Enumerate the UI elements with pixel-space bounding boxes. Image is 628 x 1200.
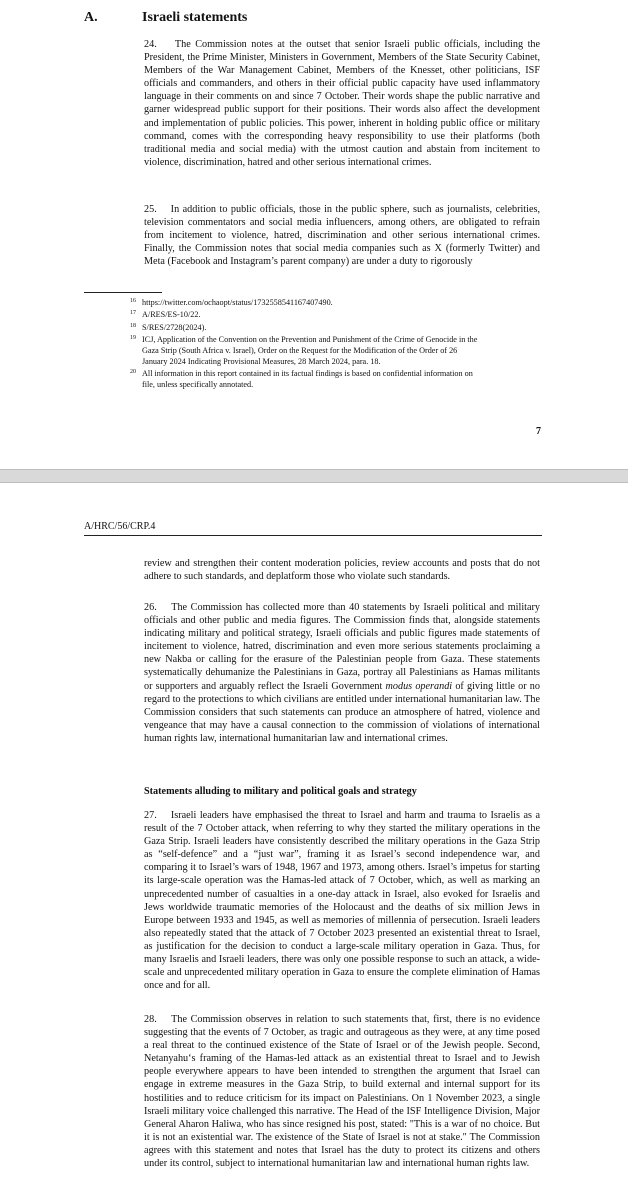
- paragraph-28: [144, 1013, 540, 1170]
- paragraph-27: [144, 809, 540, 992]
- paragraph-text: of giving little or no regard to the protections to which civilians are entitled under international humanitarian law. The Commission considers that such statements can produce an atmosphere of hatred, violence and vengeance that may have a causal connection to the commission of violations of international human rights law, international humanitarian law and international crimes.: [144, 680, 540, 744]
- paragraph-number: 24.: [144, 39, 157, 50]
- paragraph-text: The Commission notes at the outset that senior Israeli public officials, including the President, the Prime Minister, Ministers in Government, Members of the State Security Cabinet, Members of the War Management Cabinet, Members of the Knesset, other politicians, ISF officials and commanders, and others in their official public capacity have used inflammatory language in their comments on and since 7 October. Their words shape the public narrative and garner widespread public support for their positions. Their words also affect the development and implementation of public policies. This power, inherent in holding public office or military command, comes with the corresponding heavy responsibility to use their platforms (both traditional media and social media) with the utmost caution and abstain from incitement to violence, discrimination, hatred and other serious international crimes.: [144, 39, 541, 168]
- footnote-list: [84, 298, 484, 393]
- document-symbol: A/HRC/56/CRP.4: [84, 521, 156, 532]
- paragraph-26: [144, 601, 540, 745]
- footnote-divider: [84, 292, 162, 293]
- paragraph-number: 27.: [144, 810, 157, 821]
- continuation-paragraph: review and strengthen their content moderation policies, review accounts and posts that do not adhere to such standards, and deplatform those who violate such standards.: [144, 558, 540, 583]
- paragraph-number: 28.: [144, 1014, 157, 1025]
- subheading: Statements alluding to military and political goals and strategy: [144, 786, 417, 797]
- page-number: 7: [536, 426, 541, 437]
- paragraph-text: Israeli leaders have emphasised the threat to Israel and harm and trauma to Israelis as a result of the 7 October attack, when referring to why they started the military operations in the Gaza Strip. Israeli leaders have consistently described the military operations in the Gaza Strip as “self-defence” and a “just war”, framing it as Israel’s second independence war, and comparing it to Israel’s wars of 1948, 1967 and 1973, among others. Israel’s impetus for starting its large-scale operation was the Hamas-led attack of 7 October, which, as well as marking an unprecedented number of casualties in a one-day attack in Israel, also evoked for Israelis and Jews worldwide traumatic memories of the Holocaust and the deaths of six million Jews in Europe between 1933 and 1945, as well as memories of millennia of persecution. Israeli leaders also repeatedly stated that the attack of 7 October 2023 presented an existential threat to Israel, as justification for the decision to conduct a large-scale military operation in Gaza. Thus, for many Israelis and Israeli leaders, there was only one possible response to such an attack, a wide-scale and unprecedented military operation in Gaza to ensure the complete elimination of Hamas once and for all.: [144, 810, 541, 992]
- paragraph-italic-term: modus operandi: [385, 680, 453, 692]
- footnote-text: S/RES/2728(2024).: [142, 322, 207, 332]
- footnote-number: 17: [130, 310, 136, 317]
- footnote: [84, 335, 484, 368]
- footnote-text: All information in this report contained in its factual findings is based on confidential information on file, unless specifically annotated.: [142, 369, 473, 390]
- footnote-number: 18: [130, 322, 136, 329]
- footnote: [84, 298, 484, 309]
- paragraph-text: The Commission observes in relation to such statements that, first, there is no evidence suggesting that the events of 7 October, as tragic and outrageous as they were, at any time posed a real threat to the continued existence of the State of Israel or of the Jewish people. Second, Netanyahu‘s framing of the Hamas-led attack as an existential threat to Israel and to Jewish people everywhere appears to have been intended to strengthen the argument that Israel can engage in extreme measures in the Gaza Strip, to build external and internal support for its hostilities and to reduce criticism for its impact on Palestinians. On 1 November 2023, a single Israeli military voice challenged this narrative. The Head of the ISF Intelligence Division, Major General Aharon Haliwa, who has since resigned his post, stated: "This is a war of no choice. But it is not an existential war. The existence of the State of Israel is not at stake." The Commission agrees with this statement and notes that Israel has the duty to protect its citizens and others under its control, subject to international humanitarian law and international human rights law.: [144, 1014, 541, 1170]
- section-heading: [84, 8, 247, 28]
- section-title: Israeli statements: [142, 10, 248, 25]
- section-letter: A.: [84, 10, 98, 25]
- footnote-number: 19: [130, 335, 136, 342]
- footnote: [84, 323, 484, 334]
- footnote: [84, 369, 484, 391]
- paragraph-24: [144, 38, 540, 169]
- document-page-7: [0, 0, 628, 470]
- document-page-8: [0, 482, 628, 1200]
- paragraph-text: The Commission has collected more than 40 statements by Israeli political and military officials and other public and media figures. The Commission finds that, alongside statements indicating military and political strategy, Israeli officials and public figures made statements of incitement to violence, hatred, discrimination and even more serious statements proclaiming a new Nakba or calling for the erasure of the Palestinian people from Gaza. These statements systematically dehumanize the Palestinians in Gaza, portray all Palestinians as Hamas militants or supporters and arguably reflect the Israeli Government: [144, 602, 540, 692]
- header-divider: [84, 535, 542, 536]
- paragraph-number: 25.: [144, 204, 157, 215]
- footnote-text: https://twitter.com/ochaopt/status/1732558541167407490.: [142, 298, 333, 307]
- footnote: [84, 310, 484, 321]
- paragraph-text: In addition to public officials, those in the public sphere, such as journalists, celebrities, television commentators and social media influencers, among others, are obligated to refrain from incitement to violence, hatred, discrimination and other serious international crimes. Finally, the Commission notes that social media companies such as X (formerly Twitter) and Meta (Facebook and Instagram’s parent company) are under a duty to rigorously: [144, 204, 540, 268]
- footnote-number: 16: [130, 298, 136, 304]
- paragraph-25: [144, 203, 540, 268]
- paragraph-number: 26.: [144, 602, 157, 613]
- footnote-number: 20: [130, 369, 136, 376]
- footnote-text: ICJ, Application of the Convention on the Prevention and Punishment of the Crime of Genocide in the Gaza Strip (South Africa v. Israel), Order on the Request for the Modification of the Order of 26 January 2024 Indicating Provisional Measures, 28 March 2024, para. 18.: [142, 335, 478, 367]
- footnote-text: A/RES/ES-10/22.: [142, 310, 201, 320]
